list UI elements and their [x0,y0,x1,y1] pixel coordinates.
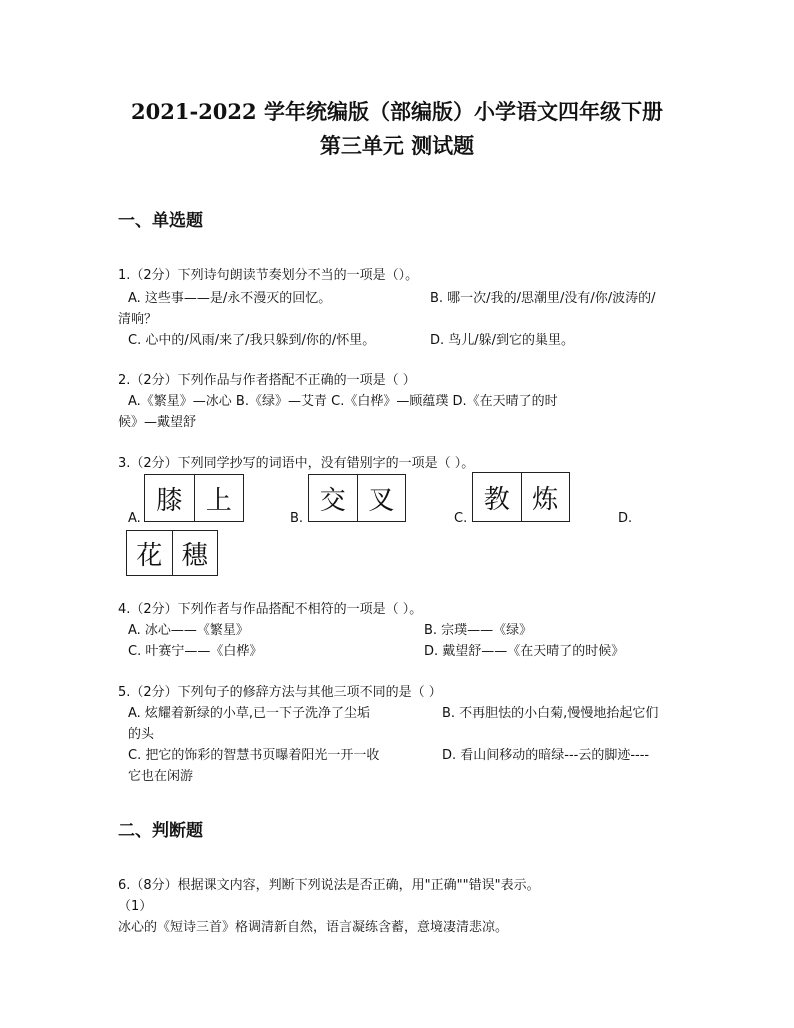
char-cell: 穗 [172,531,218,575]
section-heading-single-choice: 一、单选题 [118,211,203,231]
question-1-option-b: B. 哪一次/我的/思潮里/没有/你/波涛的/ [430,291,656,306]
question-1-option-c: C. 心中的/风雨/来了/我只躲到/你的/怀里。 [128,333,376,348]
question-5-option-b-cont: 的头 [128,727,155,742]
question-3-stem: 3.（2分）下列同学抄写的词语中，没有错别字的一项是（ ）。 [118,456,475,471]
char-cell: 炼 [521,473,570,521]
question-3-option-c-box [472,472,570,522]
question-3-option-a-box [144,474,244,522]
question-2-stem: 2.（2分）下列作品与作者搭配不正确的一项是（ ） [118,373,416,388]
question-5-option-d: D. 看山间移动的暗绿---云的脚迹---- [442,748,650,763]
page-subtitle: 第三单元 测试题 [319,133,475,158]
char-cell: 叉 [357,475,406,521]
question-2-options-cont: 候》—戴望舒 [118,415,197,430]
question-3-option-b-box [308,474,406,522]
char-cell: 花 [136,540,163,571]
char-cell: 膝 [156,485,183,516]
question-3-label-b: B. [290,511,304,526]
question-4-option-a: A. 冰心——《繁星》 [128,623,249,638]
question-3-label-d: D. [618,511,633,526]
question-4-option-d: D. 戴望舒——《在天晴了的时候》 [424,644,625,659]
question-1-option-a: A. 这些事——是/永不漫灭的回忆。 [128,291,332,306]
page-title: 2021-2022 学年统编版（部编版）小学语文四年级下册 [131,99,663,124]
char-cell: 教 [483,484,510,515]
question-4-option-b: B. 宗璞——《绿》 [424,623,533,638]
question-1-option-d: D. 鸟儿/躲/到它的巢里。 [430,333,575,348]
question-5-option-d-cont: 它也在闲游 [128,769,194,784]
question-5-option-a: A. 炫耀着新绿的小草,已一下子洗净了尘垢 [128,706,371,721]
question-2-options: A.《繁星》—冰心 B.《绿》—艾青 C.《白桦》—顾蕴璞 D.《在天晴了的时 [128,394,558,409]
question-3-option-d-box [126,530,218,576]
question-5-stem: 5.（2分）下列句子的修辞方法与其他三项不同的是（ ） [118,685,442,700]
question-4-stem: 4.（2分）下列作者与作品搭配不相符的一项是（ ）。 [118,602,423,617]
question-5-option-c: C. 把它的饰彩的智慧书页曝着阳光一开一收 [128,748,380,763]
question-1-stem: 1.（2分）下列诗句朗读节奏划分不当的一项是（）。 [118,268,419,283]
question-6-statement: 冰心的《短诗三首》格调清新自然，语言凝练含蓄，意境凄清悲凉。 [118,920,509,935]
question-4-option-c: C. 叶赛宁——《白桦》 [128,644,263,659]
char-cell: 上 [194,475,244,521]
question-6-sub-number: （1） [118,899,153,914]
question-5-option-b: B. 不再胆怯的小白菊,慢慢地抬起它们 [442,706,659,721]
question-6-stem: 6.（8分）根据课文内容，判断下列说法是否正确，用"正确""错误"表示。 [118,878,540,893]
question-3-label-a: A. [128,511,141,526]
question-1-option-b-cont: 清响？ [118,312,158,327]
question-3-label-c: C. [454,511,468,526]
section-heading-true-false: 二、判断题 [118,821,203,841]
char-cell: 交 [319,485,346,516]
